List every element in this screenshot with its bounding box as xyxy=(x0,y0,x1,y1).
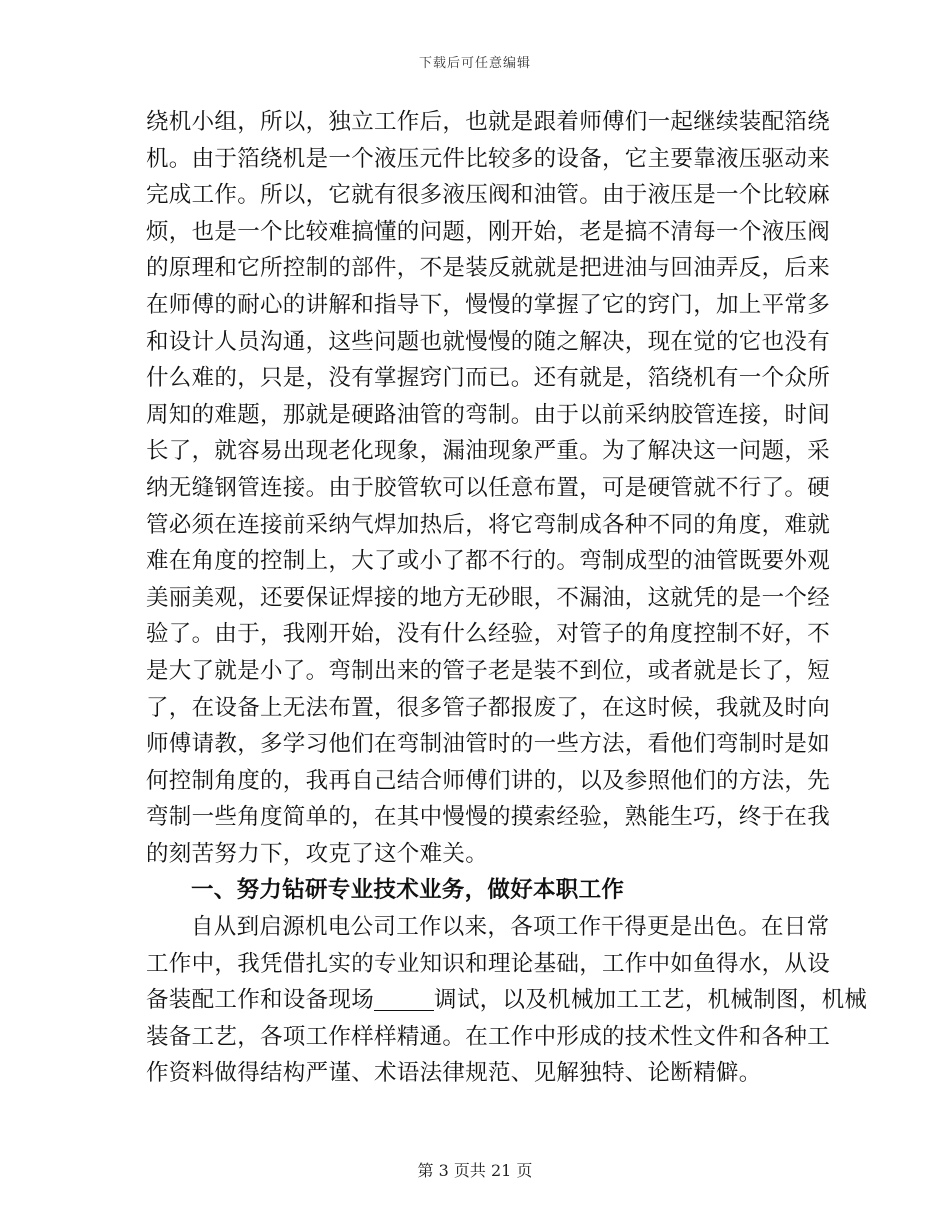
fill-in-blank xyxy=(374,988,434,1011)
page-header: 下载后可任意编辑 xyxy=(418,56,531,71)
body-line: 是大了就是小了。弯制出来的管子老是装不到位，或者就是长了，短 xyxy=(146,657,831,684)
body-line: 何控制角度的，我再自己结合师傅们讲的，以及参照他们的方法，先 xyxy=(146,767,831,794)
body-text-segment: 备装配工作和设备现场 xyxy=(146,987,375,1014)
body-line: 和设计人员沟通，这些问题也就慢慢的随之解决，现在觉的它也没有 xyxy=(146,328,831,355)
body-line: 机。由于箔绕机是一个液压元件比较多的设备，它主要靠液压驱动来 xyxy=(146,145,831,172)
section-heading: 一、努力钻研专业技术业务，做好本职工作 xyxy=(191,877,625,904)
body-line: 作资料做得结构严谨、术语法律规范、见解独特、论断精僻。 xyxy=(146,1060,762,1087)
body-line: 烦，也是一个比较难搞懂的问题，刚开始，老是搞不清每一个液压阀 xyxy=(146,218,831,245)
page-footer: 第 3 页共 21 页 xyxy=(417,1161,533,1180)
body-line: 自从到启源机电公司工作以来，各项工作干得更是出色。在日常 xyxy=(191,914,830,941)
body-line: 装备工艺，各项工作样样精通。在工作中形成的技术性文件和各种工 xyxy=(146,1023,831,1050)
body-line: 完成工作。所以，它就有很多液压阀和油管。由于液压是一个比较麻 xyxy=(146,182,831,209)
body-line: 绕机小组，所以，独立工作后，也就是跟着师傅们一起继续装配箔绕 xyxy=(146,109,831,135)
body-line: 美丽美观，还要保证焊接的地方无砂眼，不漏油，这就凭的是一个经 xyxy=(146,584,831,611)
body-line: 长了，就容易出现老化现象，漏油现象严重。为了解决这一问题，采 xyxy=(146,438,831,465)
body-line: 工作中，我凭借扎实的专业知识和理论基础，工作中如鱼得水，从设 xyxy=(146,950,831,977)
body-line: 验了。由于，我刚开始，没有什么经验，对管子的角度控制不好，不 xyxy=(146,621,831,648)
body-line: 难在角度的控制上，大了或小了都不行的。弯制成型的油管既要外观 xyxy=(146,548,831,575)
body-line: 周知的难题，那就是硬路油管的弯制。由于以前采纳胶管连接，时间 xyxy=(146,401,831,428)
body-text-segment: 调试，以及机械加工工艺，机械制图，机械 xyxy=(434,987,868,1014)
document-body xyxy=(146,104,868,1092)
body-line: 在师傅的耐心的讲解和指导下，慢慢的掌握了它的窍门，加上平常多 xyxy=(146,291,831,318)
body-line: 了，在设备上无法布置，很多管子都报废了，在这时候，我就及时向 xyxy=(146,694,831,721)
body-line xyxy=(146,982,868,1019)
body-line: 的原理和它所控制的部件，不是装反就就是把进油与回油弄反，后来 xyxy=(146,255,831,282)
body-line: 弯制一些角度简单的，在其中慢慢的摸索经验，熟能生巧，终于在我 xyxy=(146,804,831,831)
body-line: 什么难的，只是，没有掌握窍门而已。还有就是，箔绕机有一个众所 xyxy=(146,365,831,392)
body-line: 的刻苦努力下，攻克了这个难关。 xyxy=(146,840,489,867)
body-line: 纳无缝钢管连接。由于胶管软可以任意布置，可是硬管就不行了。硬 xyxy=(146,474,831,501)
body-line: 师傅请教，多学习他们在弯制油管时的一些方法，看他们弯制时是如 xyxy=(146,731,831,758)
body-line: 管必须在连接前采纳气焊加热后，将它弯制成各种不同的角度，难就 xyxy=(146,511,831,538)
